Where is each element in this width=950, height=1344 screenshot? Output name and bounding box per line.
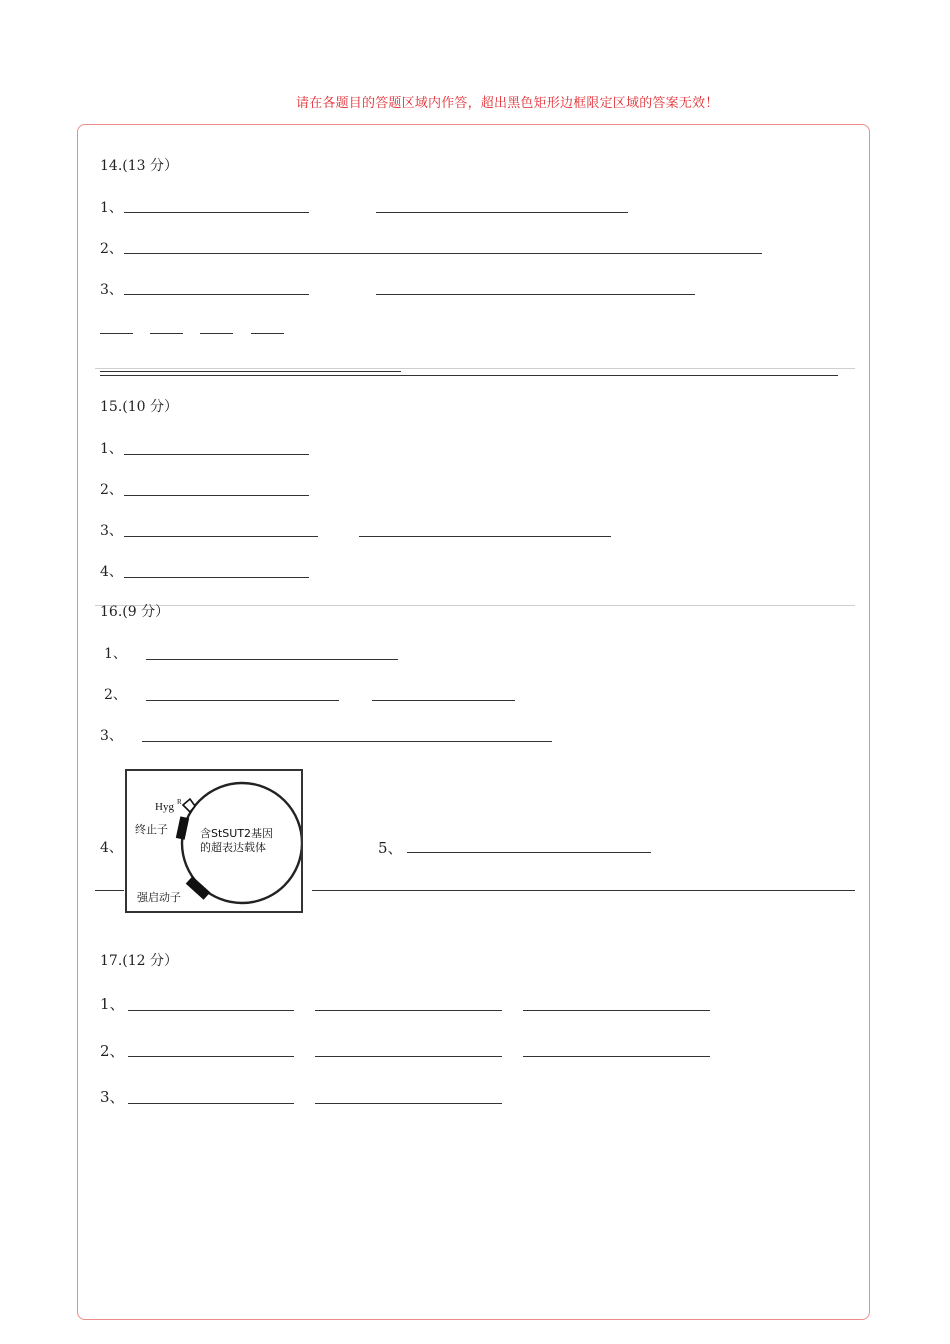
q16-3-blank[interactable] (142, 741, 552, 742)
hyg-label: Hyg (155, 801, 174, 813)
plasmid-diagram (127, 771, 301, 911)
q14-1-blank-a[interactable] (124, 212, 309, 213)
q17-2-blank-a[interactable] (128, 1056, 294, 1057)
plasmid-vector-figure (125, 769, 303, 913)
q14-long-blank-b[interactable] (100, 375, 838, 376)
q16-item-3-label: 3、 (100, 728, 123, 744)
q14-short-blank-1[interactable] (100, 333, 133, 334)
q17-2-blank-b[interactable] (315, 1056, 502, 1057)
q16-item-2-label: 2、 (104, 687, 127, 703)
q14-2-blank[interactable] (124, 253, 762, 254)
q15-item-4-label: 4、 (100, 564, 123, 580)
vector-name-line2: 的超表达载体 (200, 841, 266, 854)
q16-1-blank[interactable] (146, 659, 398, 660)
q16-4-blank-left[interactable] (95, 890, 124, 891)
vector-name-line1: 含StSUT2基因 (200, 827, 274, 840)
q15-3-blank-b[interactable] (359, 536, 611, 537)
q15-2-blank[interactable] (124, 495, 309, 496)
terminator-label: 终止子 (135, 823, 168, 836)
section-divider (95, 605, 855, 606)
q15-1-blank[interactable] (124, 454, 309, 455)
q14-1-blank-b[interactable] (376, 212, 628, 213)
q16-item-5-label: 5、 (378, 839, 403, 857)
promoter-block (186, 876, 211, 899)
q17-1-blank-a[interactable] (128, 1010, 294, 1011)
q14-3-blank-b[interactable] (376, 294, 695, 295)
q15-item-2-label: 2、 (100, 482, 123, 498)
q16-4-blank-right[interactable] (312, 890, 855, 891)
q17-1-blank-c[interactable] (523, 1010, 710, 1011)
q15-4-blank[interactable] (124, 577, 309, 578)
q16-item-1-label: 1、 (104, 646, 127, 662)
q14-item-2-label: 2、 (100, 241, 123, 257)
answer-area-notice: 请在各题目的答题区域内作答，超出黑色矩形边框限定区域的答案无效！ (296, 96, 719, 111)
q15-item-1-label: 1、 (100, 441, 123, 457)
q17-2-blank-c[interactable] (523, 1056, 710, 1057)
promoter-label: 强启动子 (137, 891, 181, 904)
q16-2-blank-a[interactable] (146, 700, 339, 701)
q14-item-1-label: 1、 (100, 200, 123, 216)
section-divider (95, 368, 855, 369)
answer-frame (77, 124, 870, 1320)
q17-item-3-label: 3、 (100, 1088, 125, 1106)
q16-title: 16.(9 分） (100, 604, 170, 620)
q15-item-3-label: 3、 (100, 523, 123, 539)
q14-long-blank-a[interactable] (100, 371, 401, 372)
q14-item-3-label: 3、 (100, 282, 123, 298)
q14-short-blank-3[interactable] (200, 333, 233, 334)
q14-short-blank-2[interactable] (150, 333, 183, 334)
q17-item-2-label: 2、 (100, 1042, 125, 1060)
q15-title: 15.(10 分） (100, 399, 178, 415)
q14-3-blank-a[interactable] (124, 294, 309, 295)
q17-item-1-label: 1、 (100, 995, 125, 1013)
q14-short-blank-4[interactable] (251, 333, 284, 334)
q17-3-blank-b[interactable] (315, 1103, 502, 1104)
hyg-sup: R (177, 798, 182, 806)
q16-2-blank-b[interactable] (372, 700, 515, 701)
q15-3-blank-a[interactable] (124, 536, 318, 537)
q17-title: 17.(12 分） (100, 953, 178, 969)
terminator-block (176, 816, 189, 839)
q16-5-blank[interactable] (407, 852, 651, 853)
q14-title: 14.(13 分） (100, 158, 178, 174)
q16-item-4-label: 4、 (100, 840, 123, 856)
q17-3-blank-a[interactable] (128, 1103, 294, 1104)
q17-1-blank-b[interactable] (315, 1010, 502, 1011)
